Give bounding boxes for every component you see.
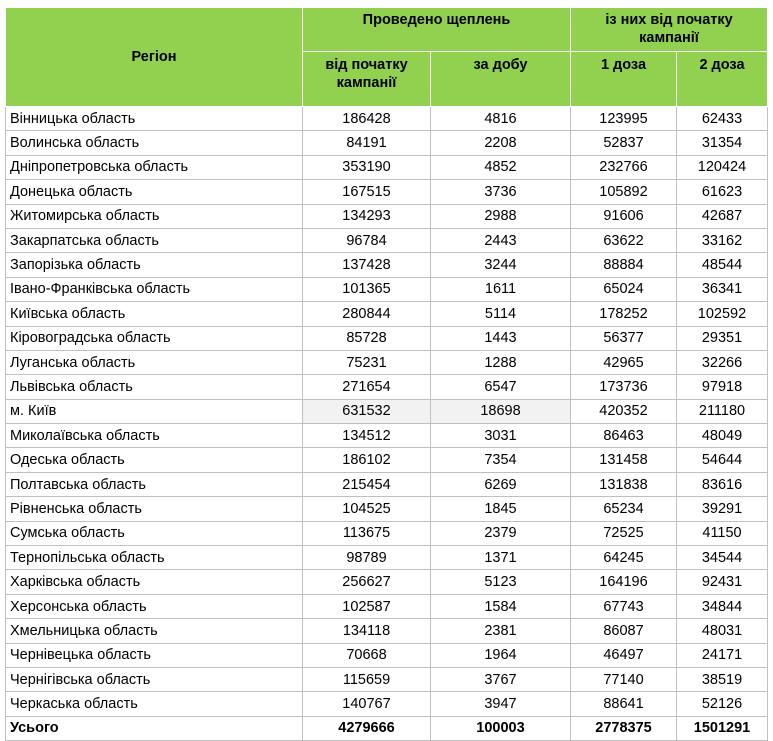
- dose2-cell: 120424: [677, 155, 768, 179]
- dose2-cell: 97918: [677, 375, 768, 399]
- table-row: [6, 326, 768, 350]
- table-row: [6, 253, 768, 277]
- per-day-cell: 2381: [431, 619, 571, 643]
- since-start-cell: 84191: [303, 131, 431, 155]
- table-row: [6, 424, 768, 448]
- dose1-cell: 64245: [571, 546, 677, 570]
- since-start-cell: 104525: [303, 497, 431, 521]
- per-day-cell: 1371: [431, 546, 571, 570]
- total-row: [6, 716, 768, 740]
- per-day-cell: 1611: [431, 277, 571, 301]
- since-start-cell: 140767: [303, 692, 431, 716]
- per-day-cell: 3736: [431, 180, 571, 204]
- per-day-cell: 1845: [431, 497, 571, 521]
- region-cell: Полтавська область: [6, 472, 303, 496]
- table-row: [6, 350, 768, 374]
- region-cell: Луганська область: [6, 350, 303, 374]
- region-cell: м. Київ: [6, 399, 303, 423]
- dose2-cell: 102592: [677, 302, 768, 326]
- dose1-cell: 173736: [571, 375, 677, 399]
- table-row: [6, 131, 768, 155]
- dose2-cell: 39291: [677, 497, 768, 521]
- per-day-cell: 3947: [431, 692, 571, 716]
- region-cell: Херсонська область: [6, 594, 303, 618]
- dose2-cell: 52126: [677, 692, 768, 716]
- dose1-cell: 56377: [571, 326, 677, 350]
- header-of-them: із них від початку кампанії: [571, 8, 768, 52]
- since-start-cell: 134118: [303, 619, 431, 643]
- total-since-start: 4279666: [303, 716, 431, 740]
- table-row: [6, 375, 768, 399]
- since-start-cell: 134293: [303, 204, 431, 228]
- since-start-cell: 186102: [303, 448, 431, 472]
- per-day-cell: 3031: [431, 424, 571, 448]
- region-cell: Закарпатська область: [6, 228, 303, 252]
- dose1-cell: 131838: [571, 472, 677, 496]
- dose1-cell: 52837: [571, 131, 677, 155]
- per-day-cell: 3767: [431, 667, 571, 691]
- since-start-cell: 134512: [303, 424, 431, 448]
- header-dose2: 2 доза: [677, 52, 768, 107]
- since-start-cell: 70668: [303, 643, 431, 667]
- dose1-cell: 46497: [571, 643, 677, 667]
- since-start-cell: 137428: [303, 253, 431, 277]
- table-row: [6, 521, 768, 545]
- since-start-cell: 102587: [303, 594, 431, 618]
- since-start-cell: 96784: [303, 228, 431, 252]
- dose2-cell: 29351: [677, 326, 768, 350]
- per-day-cell: 4852: [431, 155, 571, 179]
- table-row: [6, 643, 768, 667]
- total-label: Усього: [6, 716, 303, 740]
- since-start-cell: 280844: [303, 302, 431, 326]
- total-dose2: 1501291: [677, 716, 768, 740]
- dose1-cell: 65234: [571, 497, 677, 521]
- since-start-cell: 271654: [303, 375, 431, 399]
- header-per-day: за добу: [431, 52, 571, 107]
- dose2-cell: 38519: [677, 667, 768, 691]
- per-day-cell: 18698: [431, 399, 571, 423]
- since-start-cell: 85728: [303, 326, 431, 350]
- dose1-cell: 86463: [571, 424, 677, 448]
- dose1-cell: 131458: [571, 448, 677, 472]
- table-row: [6, 667, 768, 691]
- dose2-cell: 48031: [677, 619, 768, 643]
- dose1-cell: 67743: [571, 594, 677, 618]
- dose1-cell: 178252: [571, 302, 677, 326]
- dose1-cell: 105892: [571, 180, 677, 204]
- per-day-cell: 7354: [431, 448, 571, 472]
- dose2-cell: 48049: [677, 424, 768, 448]
- table-row: [6, 228, 768, 252]
- region-cell: Сумська область: [6, 521, 303, 545]
- header-since-start: від початку кампанії: [303, 52, 431, 107]
- total-per-day: 100003: [431, 716, 571, 740]
- region-cell: Одеська область: [6, 448, 303, 472]
- table-header: [6, 8, 768, 107]
- since-start-cell: 167515: [303, 180, 431, 204]
- per-day-cell: 1964: [431, 643, 571, 667]
- dose2-cell: 34544: [677, 546, 768, 570]
- since-start-cell: 75231: [303, 350, 431, 374]
- table-body: [6, 107, 768, 717]
- table-row: [6, 302, 768, 326]
- region-cell: Івано-Франківська область: [6, 277, 303, 301]
- per-day-cell: 3244: [431, 253, 571, 277]
- dose1-cell: 86087: [571, 619, 677, 643]
- table-row: [6, 692, 768, 716]
- header-vaccinated: Проведено щеплень: [303, 8, 571, 52]
- region-cell: Київська область: [6, 302, 303, 326]
- dose1-cell: 123995: [571, 107, 677, 131]
- region-cell: Тернопільська область: [6, 546, 303, 570]
- since-start-cell: 631532: [303, 399, 431, 423]
- per-day-cell: 2443: [431, 228, 571, 252]
- dose1-cell: 88884: [571, 253, 677, 277]
- table-row: [6, 204, 768, 228]
- dose2-cell: 92431: [677, 570, 768, 594]
- header-dose1: 1 доза: [571, 52, 677, 107]
- dose1-cell: 232766: [571, 155, 677, 179]
- dose1-cell: 164196: [571, 570, 677, 594]
- region-cell: Житомирська область: [6, 204, 303, 228]
- dose2-cell: 62433: [677, 107, 768, 131]
- since-start-cell: 113675: [303, 521, 431, 545]
- per-day-cell: 2379: [431, 521, 571, 545]
- region-cell: Дніпропетровська область: [6, 155, 303, 179]
- per-day-cell: 2988: [431, 204, 571, 228]
- dose2-cell: 36341: [677, 277, 768, 301]
- dose2-cell: 42687: [677, 204, 768, 228]
- vaccination-table: [5, 7, 768, 741]
- per-day-cell: 5123: [431, 570, 571, 594]
- region-cell: Чернівецька область: [6, 643, 303, 667]
- region-cell: Вінницька область: [6, 107, 303, 131]
- dose2-cell: 211180: [677, 399, 768, 423]
- dose2-cell: 61623: [677, 180, 768, 204]
- dose1-cell: 91606: [571, 204, 677, 228]
- since-start-cell: 215454: [303, 472, 431, 496]
- dose1-cell: 42965: [571, 350, 677, 374]
- region-cell: Харківська область: [6, 570, 303, 594]
- per-day-cell: 1584: [431, 594, 571, 618]
- table-row: [6, 399, 768, 423]
- since-start-cell: 256627: [303, 570, 431, 594]
- region-cell: Чернігівська область: [6, 667, 303, 691]
- since-start-cell: 353190: [303, 155, 431, 179]
- per-day-cell: 5114: [431, 302, 571, 326]
- per-day-cell: 6269: [431, 472, 571, 496]
- table-row: [6, 546, 768, 570]
- table-row: [6, 497, 768, 521]
- per-day-cell: 6547: [431, 375, 571, 399]
- table-row: [6, 277, 768, 301]
- per-day-cell: 1443: [431, 326, 571, 350]
- table-row: [6, 180, 768, 204]
- dose2-cell: 83616: [677, 472, 768, 496]
- region-cell: Хмельницька область: [6, 619, 303, 643]
- per-day-cell: 2208: [431, 131, 571, 155]
- since-start-cell: 101365: [303, 277, 431, 301]
- per-day-cell: 1288: [431, 350, 571, 374]
- dose2-cell: 54644: [677, 448, 768, 472]
- region-cell: Запорізька область: [6, 253, 303, 277]
- dose1-cell: 420352: [571, 399, 677, 423]
- dose1-cell: 88641: [571, 692, 677, 716]
- table-row: [6, 155, 768, 179]
- dose1-cell: 65024: [571, 277, 677, 301]
- table-row: [6, 107, 768, 131]
- region-cell: Львівська область: [6, 375, 303, 399]
- dose2-cell: 33162: [677, 228, 768, 252]
- since-start-cell: 186428: [303, 107, 431, 131]
- dose2-cell: 32266: [677, 350, 768, 374]
- dose2-cell: 48544: [677, 253, 768, 277]
- dose2-cell: 24171: [677, 643, 768, 667]
- region-cell: Кіровоградська область: [6, 326, 303, 350]
- table-row: [6, 619, 768, 643]
- region-cell: Донецька область: [6, 180, 303, 204]
- dose2-cell: 31354: [677, 131, 768, 155]
- region-cell: Волинська область: [6, 131, 303, 155]
- dose1-cell: 63622: [571, 228, 677, 252]
- dose1-cell: 77140: [571, 667, 677, 691]
- since-start-cell: 115659: [303, 667, 431, 691]
- table-row: [6, 570, 768, 594]
- table-row: [6, 594, 768, 618]
- region-cell: Рівненська область: [6, 497, 303, 521]
- region-cell: Черкаська область: [6, 692, 303, 716]
- header-region: Регіон: [6, 8, 303, 107]
- per-day-cell: 4816: [431, 107, 571, 131]
- dose1-cell: 72525: [571, 521, 677, 545]
- region-cell: Миколаївська область: [6, 424, 303, 448]
- table-row: [6, 472, 768, 496]
- table-row: [6, 448, 768, 472]
- since-start-cell: 98789: [303, 546, 431, 570]
- dose2-cell: 34844: [677, 594, 768, 618]
- total-dose1: 2778375: [571, 716, 677, 740]
- dose2-cell: 41150: [677, 521, 768, 545]
